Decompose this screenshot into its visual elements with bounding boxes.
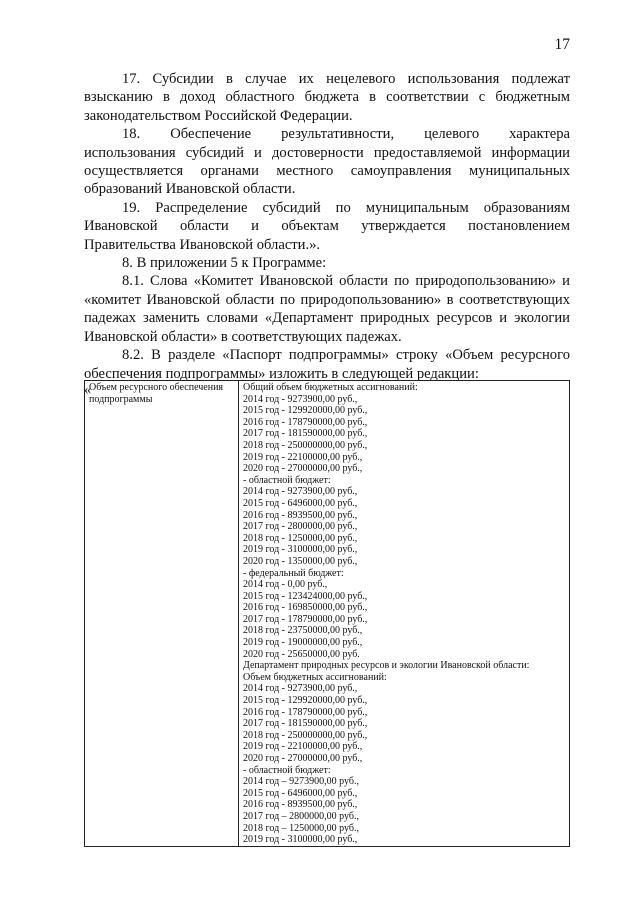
funding-line: 2019 год - 3100000,00 руб., <box>243 544 358 556</box>
funding-line: 2020 год - 1350000,00 руб., <box>243 555 358 567</box>
funding-line: 2015 год - 6496000,00 руб., <box>243 787 358 799</box>
funding-line: 2016 год - 8939500,00 руб., <box>243 509 358 521</box>
funding-line: 2015 год - 129920000,00 руб., <box>243 695 368 707</box>
document-body <box>84 70 570 397</box>
funding-line: 2014 год - 9273900,00 руб., <box>243 486 358 498</box>
page-number: 17 <box>554 36 570 53</box>
funding-line: - федеральный бюджет: <box>243 567 344 579</box>
table-value-cell <box>239 381 570 847</box>
funding-line: 2018 год - 1250000,00 руб., <box>243 532 358 544</box>
funding-line: 2015 год - 129920000,00 руб., <box>243 405 368 417</box>
funding-line: 2019 год - 22100000,00 руб., <box>243 451 363 463</box>
funding-line: 2019 год - 19000000,00 руб., <box>243 637 363 649</box>
funding-line: 2018 год - 23750000,00 руб., <box>243 625 363 637</box>
funding-line: 2014 год - 9273900,00 руб., <box>243 393 358 405</box>
table-label-cell: Объем ресурсного обеспечения подпрограммы <box>85 381 239 847</box>
funding-line: Объем бюджетных ассигнований: <box>243 671 387 683</box>
funding-line: 2016 год - 169850000,00 руб., <box>243 602 368 614</box>
funding-line: 2014 год - 9273900,00 руб., <box>243 683 358 695</box>
funding-line: 2016 год - 178790000,00 руб., <box>243 416 368 428</box>
funding-line: 2017 год - 178790000,00 руб., <box>243 613 368 625</box>
paragraph-8-1: 8.1. Слова «Комитет Ивановской области по природопользованию» и «комитет Ивановской области по природопользованию» в соответствующих падежах заменить словами «Департамент природных ресурсов и экологии Ивановской области» в соответствующих падежах. <box>84 273 570 345</box>
funding-line: 2015 год - 6496000,00 руб., <box>243 497 358 509</box>
paragraph-8: 8. В приложении 5 к Программе: <box>122 255 327 272</box>
funding-line: 2020 год - 27000000,00 руб., <box>243 463 363 475</box>
paragraph-17: 17. Субсидии в случае их нецелевого использования подлежат взысканию в доход областного бюджета в соответствии с бюджетным законодательством Российской Федерации. <box>84 71 570 124</box>
funding-line: 2017 год - 181590000,00 руб., <box>243 718 368 730</box>
funding-line: Общий объем бюджетных ассигнований: <box>243 382 418 393</box>
funding-line: 2019 год - 3100000,00 руб., <box>243 834 358 846</box>
funding-line: 2014 год – 9273900,00 руб., <box>243 776 359 788</box>
funding-line: - областной бюджет: <box>243 764 331 776</box>
funding-line: 2015 год - 123424000,00 руб., <box>243 590 368 602</box>
funding-line: 2014 год - 0,00 руб., <box>243 579 328 591</box>
paragraph-18-rest: использования субсидий и достоверности предоставляемой информации осуществляется органами местного самоуправления муниципальных образований Ивановской области. <box>84 144 570 198</box>
funding-line: 2017 год – 2800000,00 руб., <box>243 810 359 822</box>
funding-line: 2020 год - 27000000,00 руб., <box>243 753 363 764</box>
passport-table <box>84 380 570 847</box>
funding-line: 2018 год - 250000000,00 руб., <box>243 729 368 741</box>
table-row <box>85 381 570 847</box>
opening-quote-mark: « <box>84 381 92 398</box>
funding-line: 2016 год - 8939500,00 руб., <box>243 799 358 811</box>
paragraph-19: 19. Распределение субсидий по муниципальным образованиям Ивановской области и объектам утверждается постановлением Правительства Ивановской области.». <box>84 199 570 253</box>
funding-line: 2017 год - 181590000,00 руб., <box>243 428 368 440</box>
funding-line: Департамент природных ресурсов и экологии Ивановской области: <box>243 660 530 672</box>
funding-line: 2017 год - 2800000,00 руб., <box>243 521 358 533</box>
funding-line: 2016 год - 178790000,00 руб., <box>243 706 368 718</box>
funding-line: - областной бюджет: <box>243 474 331 486</box>
paragraph-8-2: 8.2. В разделе «Паспорт подпрограммы» строку «Объем ресурсного обеспечения подпрограммы» изложить в следующей редакции: <box>84 347 570 382</box>
funding-line: 2019 год - 22100000,00 руб., <box>243 741 363 753</box>
funding-line: 2020 год - 25650000,00 руб. <box>243 648 360 660</box>
funding-line: 2018 год – 1250000,00 руб., <box>243 822 359 834</box>
paragraph-18-first-line: 18. Обеспечение результативности, целевого характера <box>122 126 570 143</box>
funding-line: 2018 год - 250000000,00 руб., <box>243 439 368 451</box>
